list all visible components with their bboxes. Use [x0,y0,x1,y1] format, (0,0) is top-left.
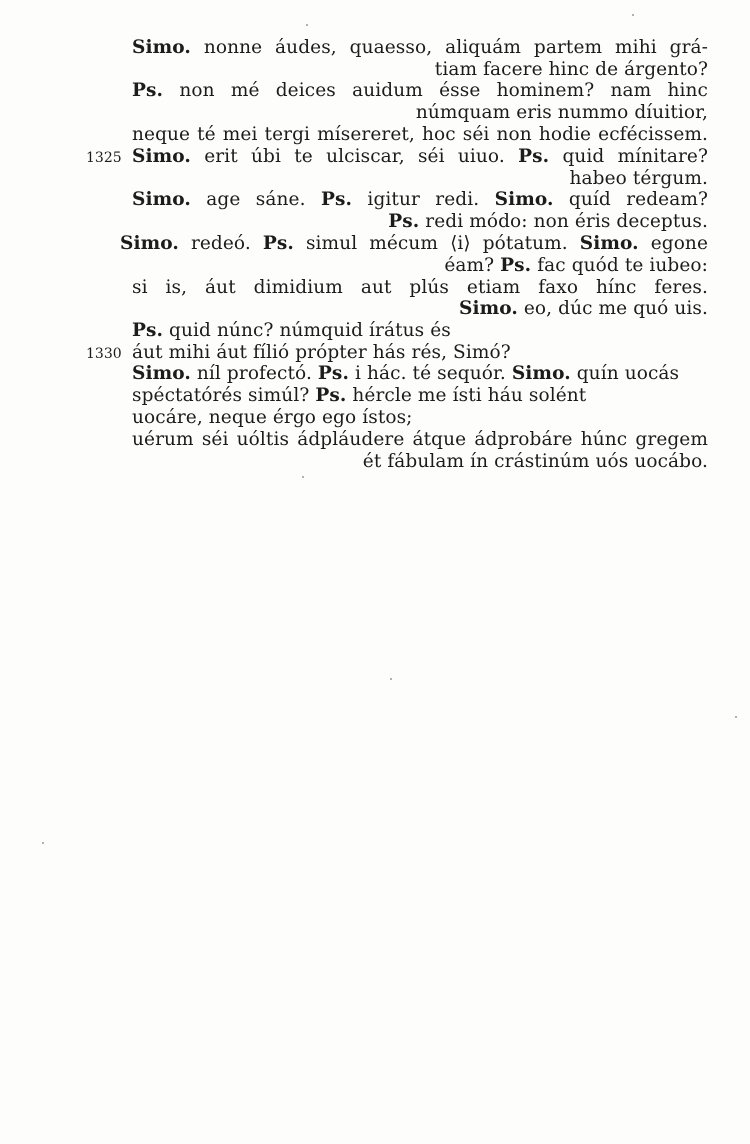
verse-line [132,189,708,211]
verse-text: i hác. té sequór. [349,363,512,384]
verse-line [132,146,708,168]
line-number: 1330 [86,346,122,362]
verse-text: quid mínitare? [549,146,708,167]
verse-line [132,320,451,342]
speaker-label: Simo. [132,146,191,167]
speaker-label: Ps. [500,255,532,276]
verse-line [459,298,708,320]
scan-speck [302,476,304,478]
verse-text: quíd redeam? [553,189,708,210]
verse-text: eo, dúc me quó uis. [517,298,708,319]
line-number: 1325 [86,150,122,166]
verse-line [132,37,708,59]
speaker-label: Simo. [458,298,518,319]
verse-line [120,233,708,255]
verse-text: age sáne. [190,189,321,210]
verse-text: éam? [444,255,501,276]
verse-line [132,407,413,429]
verse-text: níl profectó. [190,363,318,384]
verse-text: erit úbi te ulciscar, séi uiuo. [190,146,519,167]
verse-text: egone [638,233,708,254]
speaker-label: Ps. [132,320,164,341]
verse-line [435,59,708,81]
verse-text: non mé deices auidum ésse hominem? nam hinc [163,80,708,101]
verse-text: redi módo: non éris deceptus. [419,211,708,232]
verse-line [132,277,708,299]
verse-line [388,211,708,233]
speaker-label: Simo. [132,37,191,58]
verse-text: uérum séi uóltis ádpláudere átque ádprobáre húnc gregem [132,429,708,450]
verse-text: áut mihi áut fílió própter hás rés, Simó? [132,342,511,363]
verse-text: habeo térgum. [569,168,708,189]
speaker-label: Ps. [317,363,349,384]
speaker-label: Simo. [511,363,571,384]
verse-text: hércle me ísti háu solént [346,385,587,406]
speaker-label: Ps. [518,146,550,167]
verse-line [132,342,511,364]
verse-text: simul mécum ⟨i⟩ pótatum. [293,233,580,254]
verse-text: spéctatórés simúl? [132,385,316,406]
scan-speck [306,24,308,26]
speaker-label: Simo. [494,189,554,210]
verse-text: uocáre, neque érgo ego ístos; [132,407,413,428]
speaker-label: Ps. [388,211,420,232]
verse-line [570,168,708,190]
verse-text: quín uocás [570,363,680,384]
verse-line [416,102,708,124]
verse-text: fac quód te iubeo: [531,255,708,276]
scan-speck [42,842,44,844]
verse-text: ét fábulam ín crástinúm uós uocábo. [362,451,708,472]
verse-text: redeó. [178,233,263,254]
verse-line [444,255,708,277]
scan-speck [390,678,392,680]
speaker-label: Simo. [132,189,191,210]
verse-text: nonne áudes, quaesso, aliquám partem mihi grá- [190,37,708,58]
speaker-label: Simo. [579,233,639,254]
verse-text: tiam facere hinc de árgento? [434,59,708,80]
verse-line [363,451,708,473]
speaker-label: Simo. [120,233,179,254]
speaker-label: Simo. [132,363,191,384]
scan-speck [632,14,634,16]
verse-text: neque té mei tergi mísereret, hoc séi non hodie ecfécissem. [132,124,708,145]
verse-text: númquam eris nummo díuitior, [415,102,708,123]
verse-line [132,80,708,102]
speaker-label: Ps. [132,80,164,101]
scan-speck [735,716,737,718]
speaker-label: Ps. [262,233,294,254]
verse-text: quid núnc? númquid írátus és [163,320,451,341]
speaker-label: Ps. [320,189,353,210]
verse-line [132,363,679,385]
speaker-label: Ps. [315,385,347,406]
verse-line [132,124,708,146]
verse-text: igitur redi. [352,189,495,210]
verse-line [132,385,586,407]
verse-text: si is, áut dimidium aut plús etiam faxo hínc feres. [132,277,708,298]
verse-line [132,429,708,451]
